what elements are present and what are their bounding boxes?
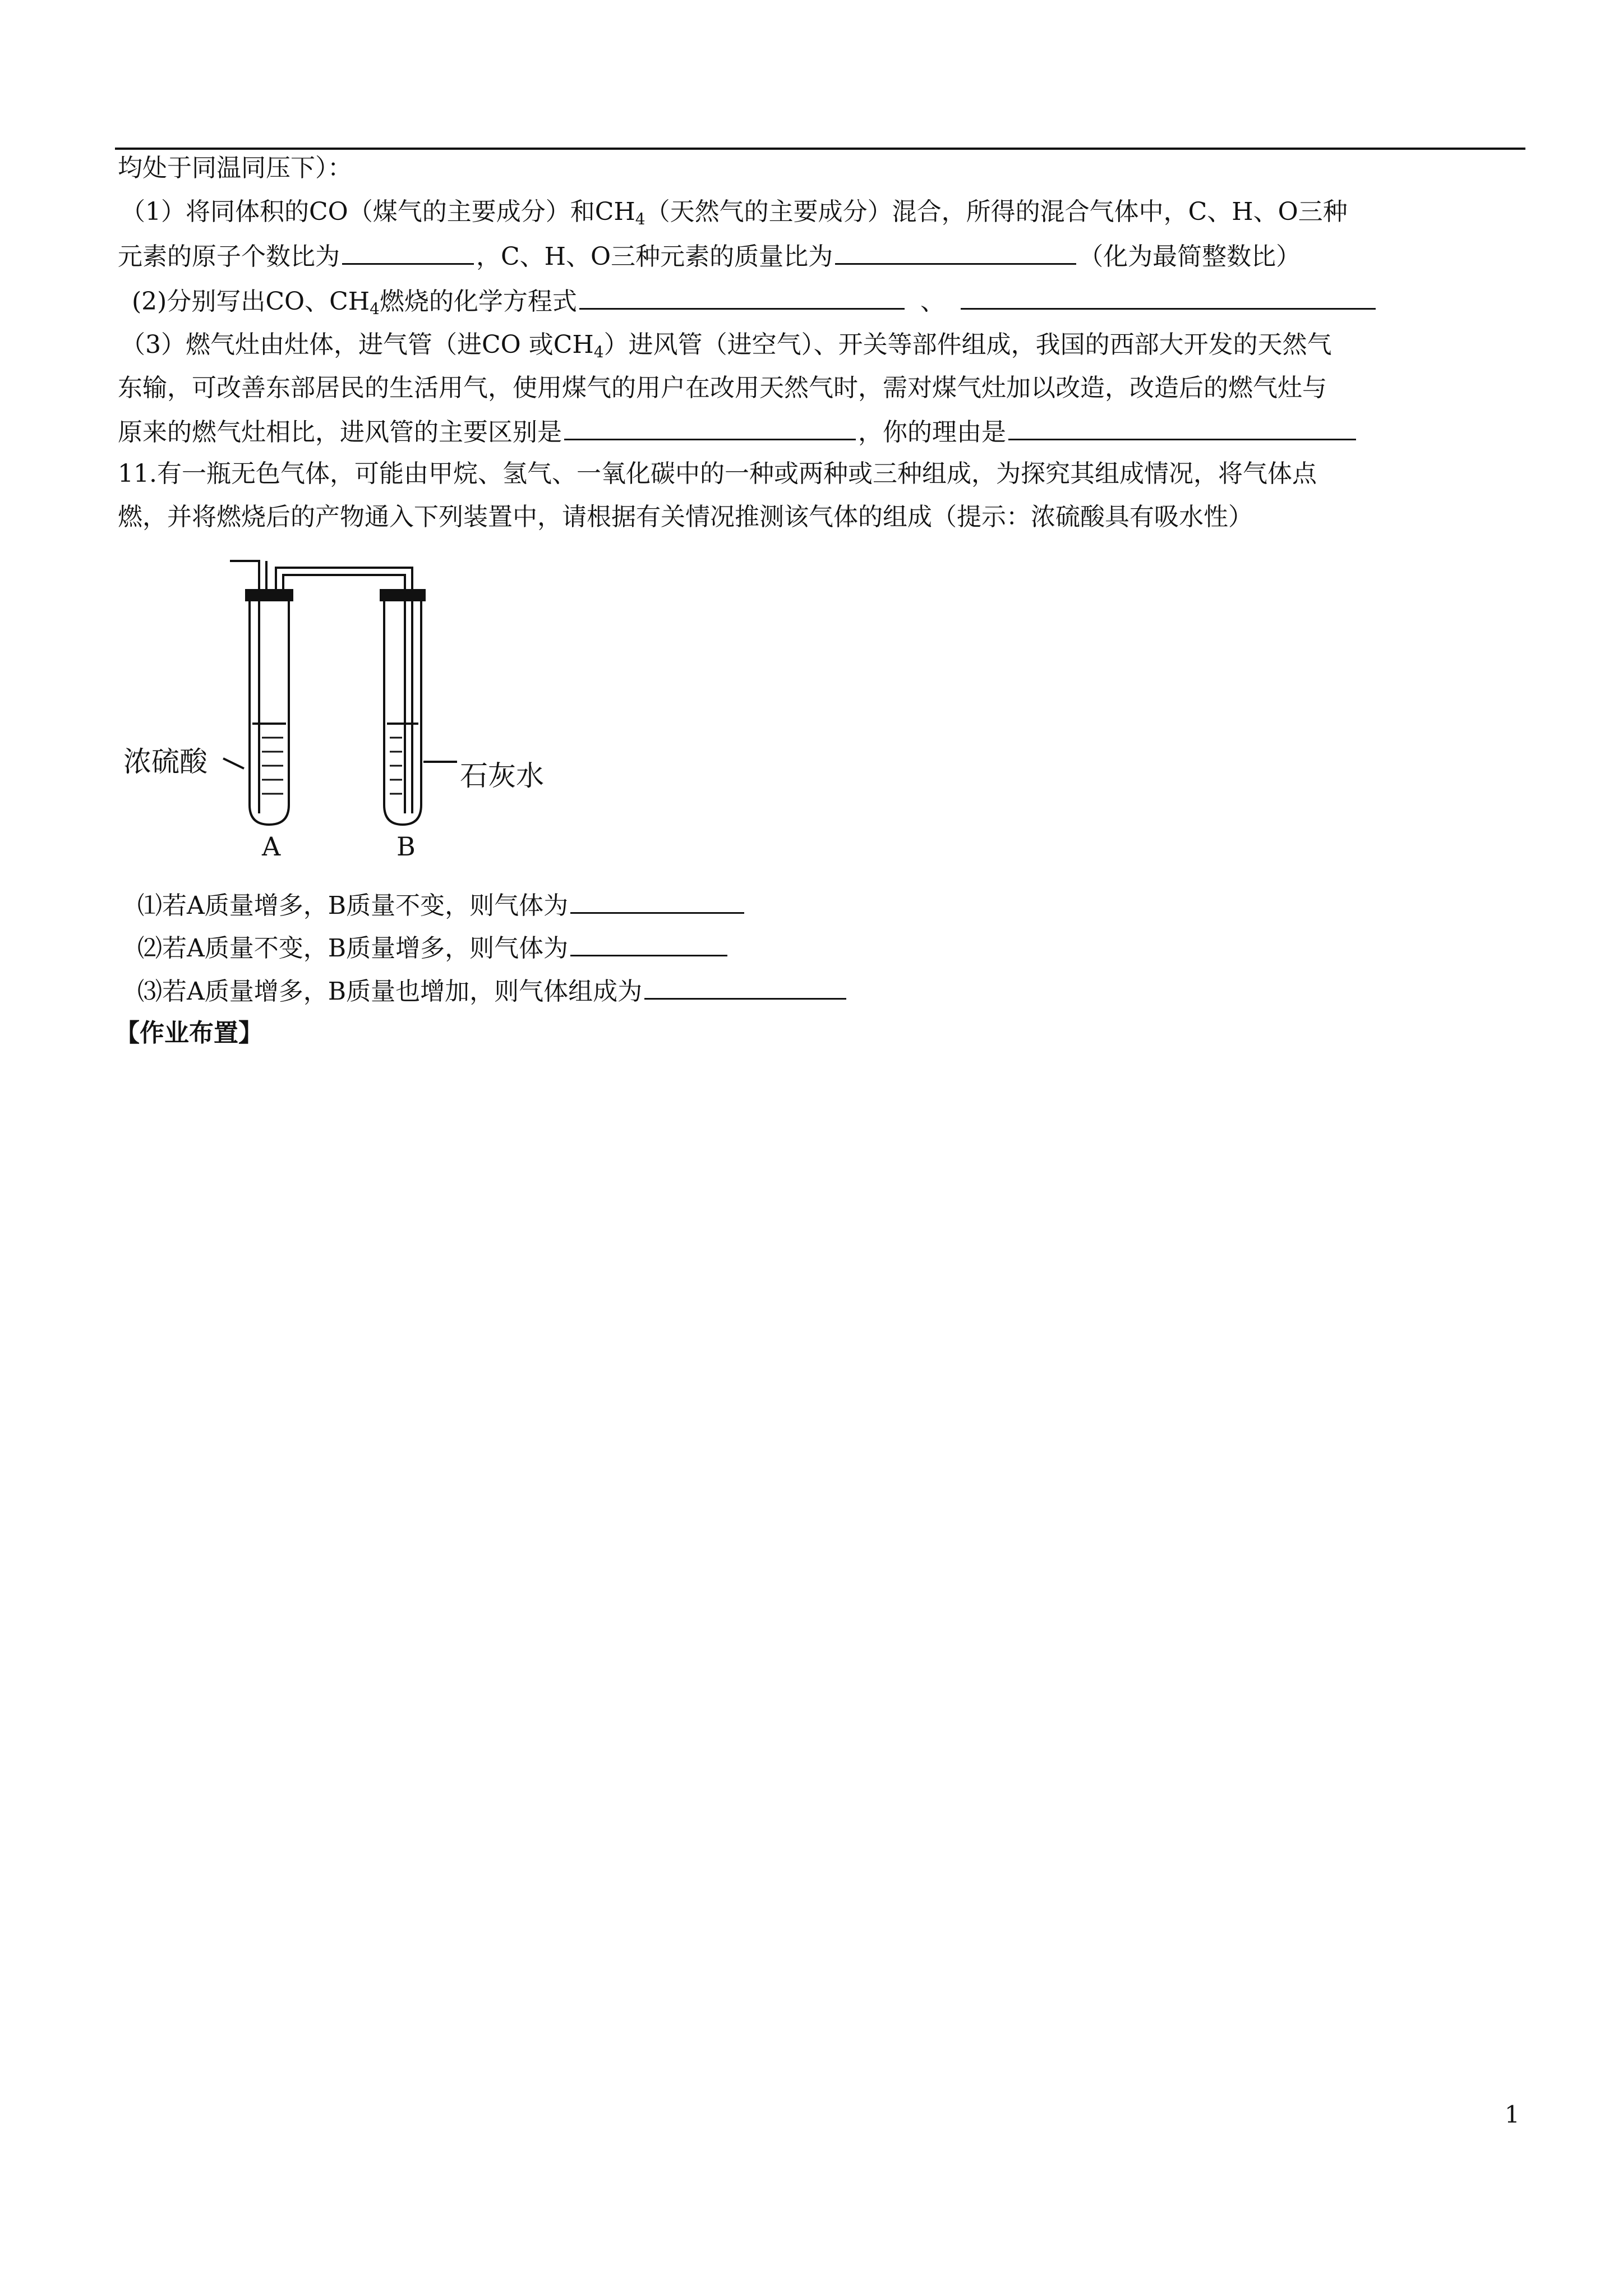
q3-line2: 东输，可改善东部居民的生活用气，使用煤气的用户在改用天然气时，需对煤气灶加以改造，改造后的燃气灶与 xyxy=(118,374,1327,402)
tube-a xyxy=(250,600,289,825)
subq-1-blank[interactable] xyxy=(570,887,744,914)
q11-line2: 燃，并将燃烧后的产物通入下列装置中，请根据有关情况推测该气体的组成（提示：浓硫酸具有吸水性） xyxy=(118,503,1253,531)
connecting-pipe xyxy=(276,568,412,813)
stopper-a xyxy=(245,589,293,601)
stopper-b xyxy=(380,589,426,601)
q2-ch4-equation-blank[interactable] xyxy=(961,283,1376,310)
apparatus-diagram xyxy=(115,550,631,864)
label-b: B xyxy=(396,831,416,862)
subq-3: ⑶若A质量增多，B质量也增加，则气体组成为 xyxy=(137,973,849,1009)
q1-atom-ratio-blank[interactable] xyxy=(342,238,474,265)
label-a-leader xyxy=(223,758,244,769)
q2-co-equation-blank[interactable] xyxy=(579,283,905,310)
q1-line1: （1）将同体积的CO（煤气的主要成分）和$CH_4$（天然气的主要成分）混合，所得的混合气体中，C、H、O三种 xyxy=(121,197,1348,228)
label-a-liquid: 浓硫酸 xyxy=(123,746,208,778)
q2-line: (2)分别写出CO、$CH_4$燃烧的化学方程式 、 xyxy=(132,283,1378,319)
label-a: A xyxy=(262,831,281,862)
subq-1: ⑴若A质量增多，B质量不变，则气体为 xyxy=(137,887,746,923)
q11-line1: 11.有一瓶无色气体，可能由甲烷、氢气、一氧化碳中的一种或两种或三种组成，为探究其组成情况，将气体点 xyxy=(118,459,1317,488)
page-number: 1 xyxy=(1505,2101,1520,2128)
q3-difference-blank[interactable] xyxy=(564,414,856,440)
tube-b xyxy=(384,600,421,825)
q3-line3: 原来的燃气灶相比，进风管的主要区别是 ，你的理由是 xyxy=(118,414,1358,449)
intro-text: 均处于同温同压下）： xyxy=(118,154,352,182)
subq-3-blank[interactable] xyxy=(644,973,846,1000)
q3-reason-blank[interactable] xyxy=(1008,414,1356,440)
q3-line1: （3）燃气灶由灶体，进气管（进CO 或$CH_4$）进风管（进空气）、开关等部件组成，我国的西部大开发的天然气 xyxy=(121,330,1332,361)
label-b-liquid: 石灰水 xyxy=(460,760,544,792)
header-rule xyxy=(115,148,1525,150)
q1-line2: 元素的原子个数比为 ，C、H、O三种元素的质量比为 （化为最简整数比） xyxy=(118,238,1301,274)
q1-mass-ratio-blank[interactable] xyxy=(835,238,1076,265)
subq-2-blank[interactable] xyxy=(570,930,727,956)
subq-2: ⑵若A质量不变，B质量增多，则气体为 xyxy=(137,930,730,965)
homework-heading: 【作业布置】 xyxy=(115,1019,263,1047)
